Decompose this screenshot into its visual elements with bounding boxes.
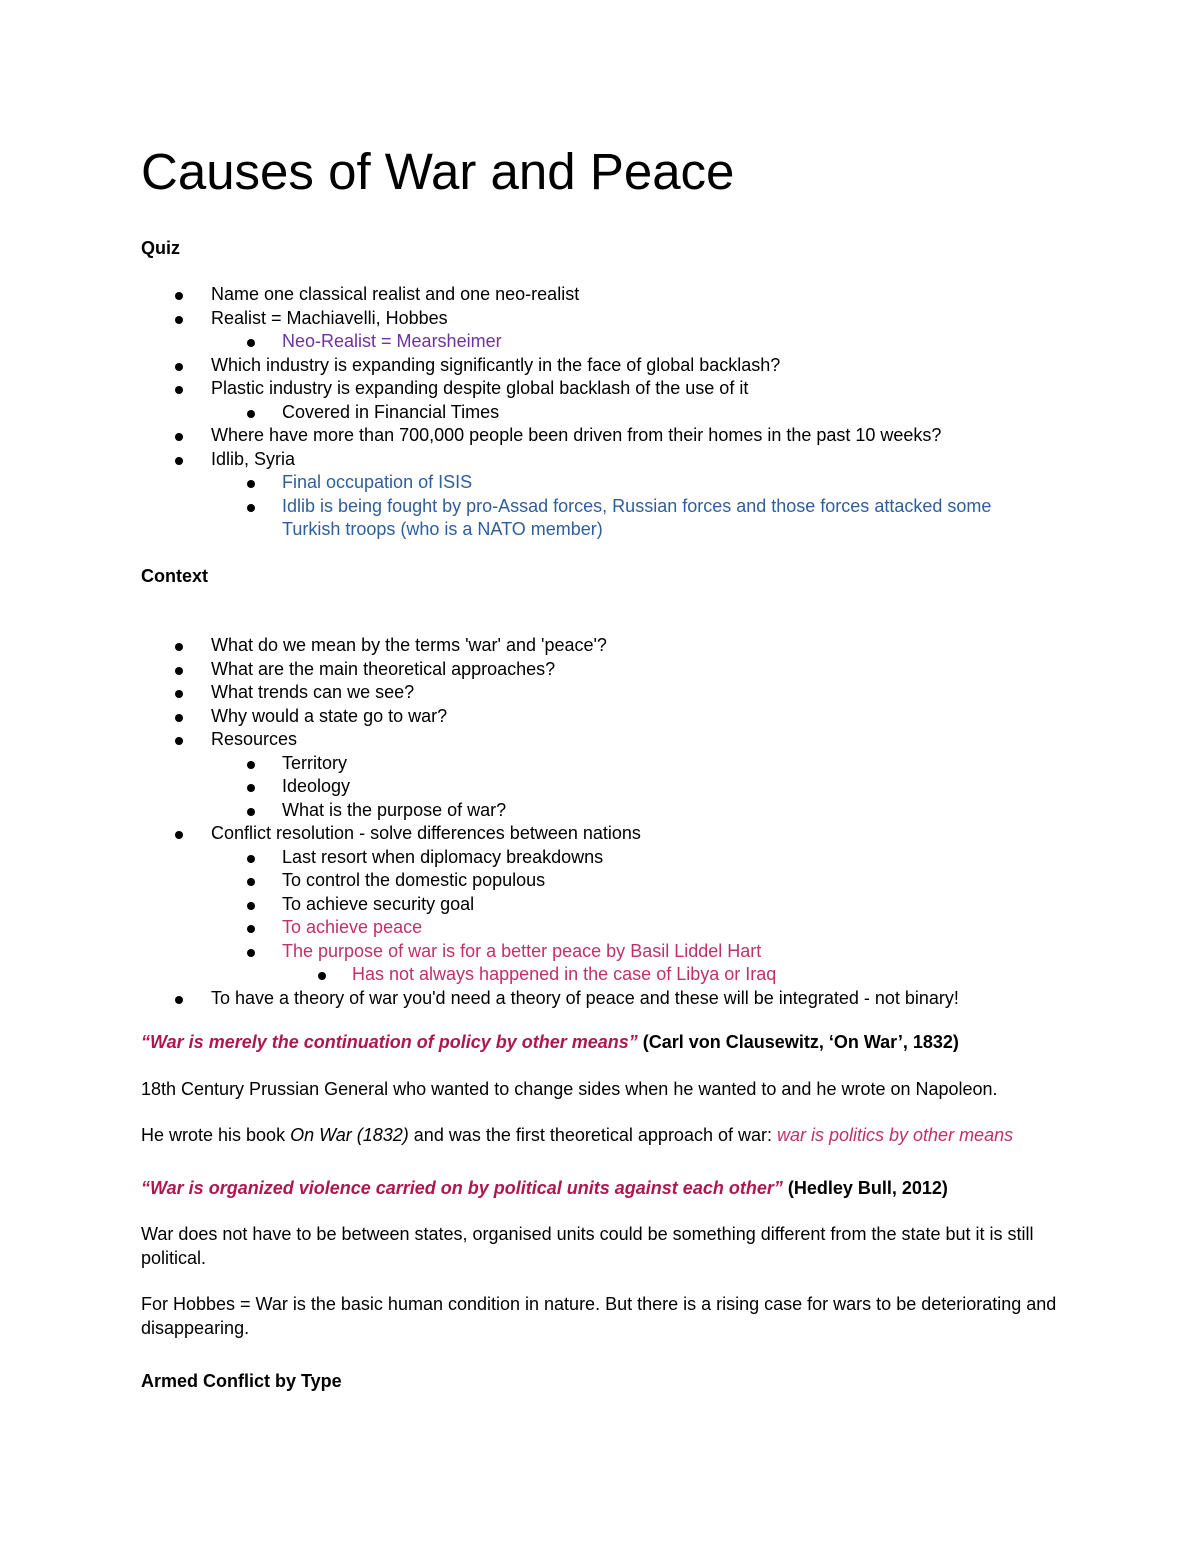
list-item: Ideology [0, 775, 1200, 799]
paragraph: 18th Century Prussian General who wanted to change sides when he wanted to and he wrote on Napoleon. [141, 1079, 998, 1099]
bullet-icon [247, 855, 255, 863]
list-item: Idlib, Syria [0, 448, 1200, 472]
bullet-icon [175, 667, 183, 675]
list-item: Where have more than 700,000 people been driven from their homes in the past 10 weeks? [0, 424, 1200, 448]
paragraph: He wrote his book On War (1832) and was the first theoretical approach of war: war is politics by other means [141, 1125, 1014, 1145]
list-item: Realist = Machiavelli, Hobbes [0, 307, 1200, 331]
paragraph: War does not have to be between states, organised units could be something different from the state but it is still political. [141, 1224, 1034, 1268]
bullet-icon [175, 996, 183, 1004]
list-item: To achieve security goal [0, 893, 1200, 917]
quote-text: “War is merely the continuation of policy by other means” [141, 1032, 638, 1052]
bullet-icon [175, 643, 183, 651]
bullet-icon [175, 386, 183, 394]
list-item: To control the domestic populous [0, 869, 1200, 893]
bullet-icon [175, 831, 183, 839]
list-item: Final occupation of ISIS [0, 471, 1200, 495]
list-item: Which industry is expanding significantly in the face of global backlash? [0, 354, 1200, 378]
list-item: Neo-Realist = Mearsheimer [0, 330, 1200, 354]
quote-text: “War is organized violence carried on by political units against each other” [141, 1178, 783, 1198]
quiz-list [0, 283, 1200, 542]
list-item: What are the main theoretical approaches? [0, 658, 1200, 682]
bullet-icon [175, 714, 183, 722]
highlighted-phrase: war is politics by other means [777, 1125, 1014, 1145]
bullet-icon [318, 972, 326, 980]
bullet-icon [175, 690, 183, 698]
bull-quote [141, 1177, 1061, 1201]
armed-conflict-heading: Armed Conflict by Type [141, 1371, 342, 1391]
list-item: Plastic industry is expanding despite global backlash of the use of it [0, 377, 1200, 401]
bullet-icon [247, 339, 255, 347]
list-item: What trends can we see? [0, 681, 1200, 705]
bullet-icon [247, 949, 255, 957]
bullet-icon [247, 784, 255, 792]
context-list [0, 634, 1200, 1010]
list-item: To have a theory of war you'd need a theory of peace and these will be integrated - not binary! [0, 987, 1200, 1011]
bullet-icon [247, 480, 255, 488]
list-item: The purpose of war is for a better peace by Basil Liddel Hart [0, 940, 1200, 964]
bullet-icon [175, 316, 183, 324]
list-item: What do we mean by the terms 'war' and 'peace'? [0, 634, 1200, 658]
quote-source: (Hedley Bull, 2012) [782, 1178, 948, 1198]
list-item: Last resort when diplomacy breakdowns [0, 846, 1200, 870]
quote-source: (Carl von Clausewitz, ‘On War’, 1832) [637, 1032, 959, 1052]
bullet-icon [175, 433, 183, 441]
list-item: Territory [0, 752, 1200, 776]
bullet-icon [175, 363, 183, 371]
list-item: Name one classical realist and one neo-realist [0, 283, 1200, 307]
bullet-icon [247, 808, 255, 816]
bullet-icon [247, 410, 255, 418]
bullet-icon [247, 504, 255, 512]
list-item: What is the purpose of war? [0, 799, 1200, 823]
bullet-icon [247, 925, 255, 933]
bullet-icon [175, 737, 183, 745]
list-item: To achieve peace [0, 916, 1200, 940]
list-item: Covered in Financial Times [0, 401, 1200, 425]
bullet-icon [247, 902, 255, 910]
list-item: Idlib is being fought by pro-Assad forces, Russian forces and those forces attacked some Turkish troops (who is a NATO member) [0, 495, 1200, 542]
paragraph: For Hobbes = War is the basic human condition in nature. But there is a rising case for wars to be deteriorating and disappearing. [141, 1294, 1057, 1338]
bullet-icon [175, 457, 183, 465]
quiz-heading: Quiz [141, 238, 180, 258]
list-item: Conflict resolution - solve differences between nations [0, 822, 1200, 846]
clausewitz-quote [141, 1031, 1061, 1055]
bullet-icon [247, 761, 255, 769]
bullet-icon [175, 292, 183, 300]
page-title: Causes of War and Peace [141, 143, 735, 200]
bullet-icon [247, 878, 255, 886]
list-item: Why would a state go to war? [0, 705, 1200, 729]
context-heading: Context [141, 566, 208, 586]
book-title: On War (1832) [290, 1125, 409, 1145]
list-item: Has not always happened in the case of Libya or Iraq [0, 963, 1200, 987]
list-item: Resources [0, 728, 1200, 752]
